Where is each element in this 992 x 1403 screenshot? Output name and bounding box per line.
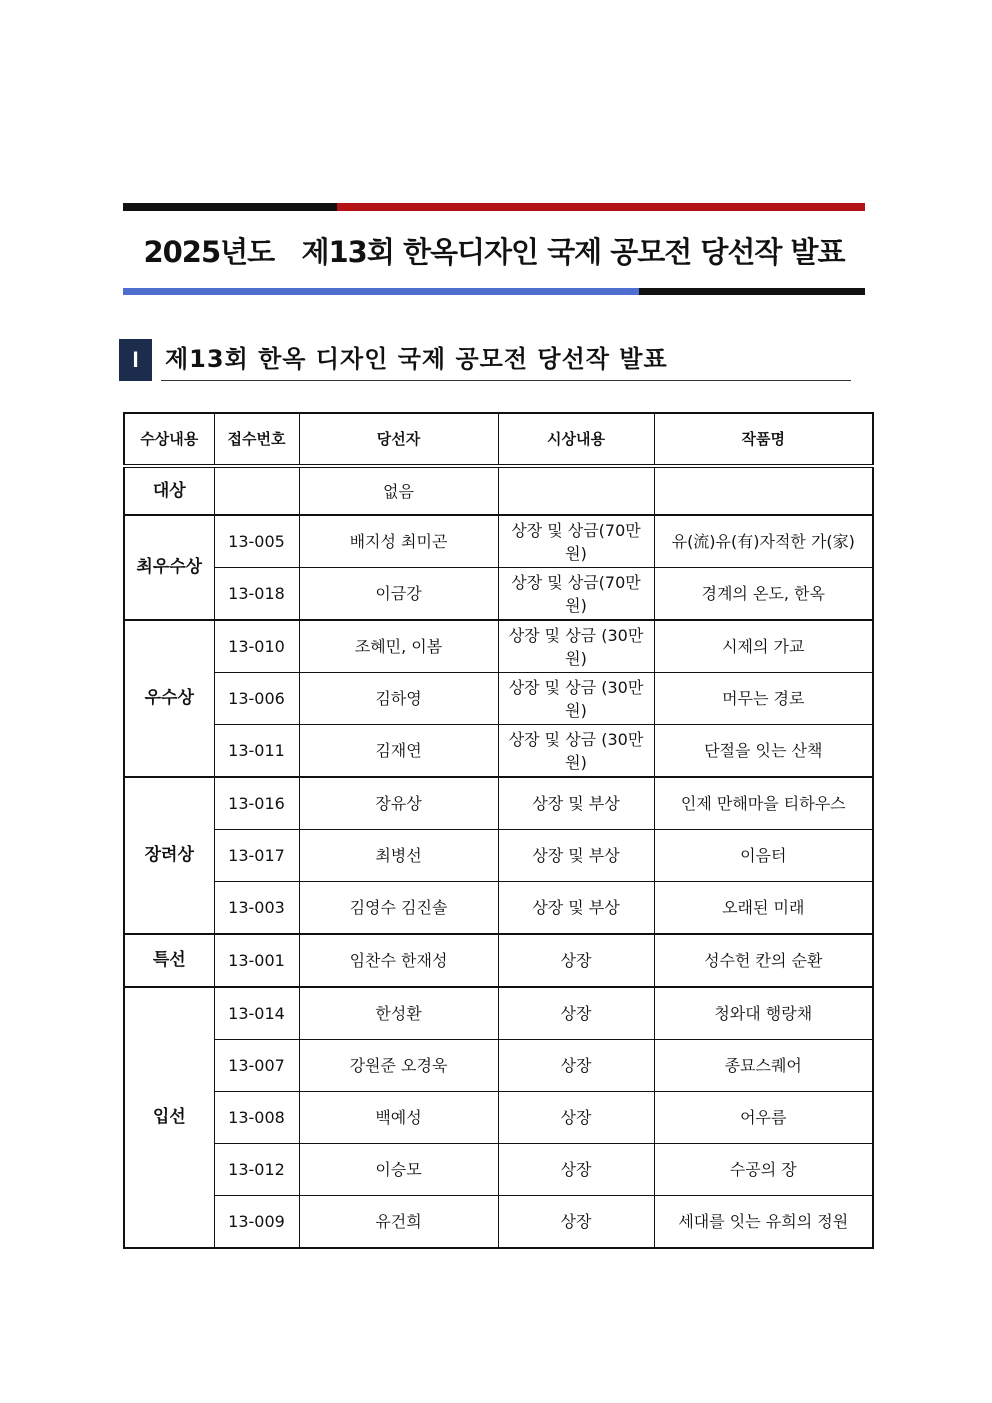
section-number-badge: I [119,339,152,381]
title-top-rule-red [337,203,865,211]
table-row [124,1092,873,1144]
work-title-cell: 단절을 잇는 산책 [654,725,873,778]
prize-cell: 상장 [498,1092,654,1144]
page-title: 2025년도 제13회 한옥디자인 국제 공모전 당선작 발표 [143,235,845,269]
winner-cell: 강원준 오경욱 [299,1040,498,1092]
work-title-cell: 수공의 장 [654,1144,873,1196]
winner-cell: 김재연 [299,725,498,778]
prize-cell: 상장 및 부상 [498,777,654,830]
table-row [124,830,873,882]
header-entry-number: 접수번호 [214,413,299,466]
prize-cell: 상장 [498,1144,654,1196]
entry-number-cell: 13-001 [214,934,299,987]
entry-number-cell: 13-014 [214,987,299,1040]
award-category-cell: 대상 [124,466,214,515]
table-row [124,466,873,515]
entry-number-cell: 13-005 [214,515,299,568]
table-row [124,673,873,725]
prize-cell: 상장 [498,1196,654,1249]
prize-cell: 상장 및 상금(70만원) [498,515,654,568]
entry-number-cell: 13-018 [214,568,299,621]
entry-number-cell [214,466,299,515]
table-row [124,987,873,1040]
winner-cell: 배지성 최미곤 [299,515,498,568]
entry-number-cell: 13-008 [214,1092,299,1144]
winner-cell: 김영수 김진솔 [299,882,498,935]
winner-cell: 이금강 [299,568,498,621]
prize-cell: 상장 및 상금 (30만원) [498,725,654,778]
winner-cell: 한성환 [299,987,498,1040]
table-row [124,725,873,778]
work-title-cell: 경계의 온도, 한옥 [654,568,873,621]
table-row [124,882,873,935]
title-top-rule [123,203,865,211]
winner-cell: 최병선 [299,830,498,882]
winner-cell: 조혜민, 이봄 [299,620,498,673]
title-bottom-rule-black [639,288,865,295]
prize-cell: 상장 및 부상 [498,830,654,882]
title-bottom-rule [123,288,865,295]
work-title-cell [654,466,873,515]
entry-number-cell: 13-010 [214,620,299,673]
winner-cell: 임찬수 한재성 [299,934,498,987]
award-category-cell: 최우수상 [124,515,214,620]
header-work-title: 작품명 [654,413,873,466]
entry-number-cell: 13-006 [214,673,299,725]
table-row [124,777,873,830]
entry-number-cell: 13-009 [214,1196,299,1249]
prize-cell: 상장 및 상금 (30만원) [498,673,654,725]
header-prize: 시상내용 [498,413,654,466]
table-row [124,1196,873,1249]
entry-number-cell: 13-016 [214,777,299,830]
prize-cell: 상장 및 부상 [498,882,654,935]
prize-cell [498,466,654,515]
work-title-cell: 인제 만해마을 티하우스 [654,777,873,830]
work-title-cell: 이음터 [654,830,873,882]
header-award: 수상내용 [124,413,214,466]
header-winner: 당선자 [299,413,498,466]
work-title-cell: 머무는 경로 [654,673,873,725]
awards-table-body [124,466,873,1248]
entry-number-cell: 13-003 [214,882,299,935]
winner-cell: 유건희 [299,1196,498,1249]
work-title-cell: 종묘스퀘어 [654,1040,873,1092]
entry-number-cell: 13-017 [214,830,299,882]
table-row [124,1040,873,1092]
table-row [124,568,873,621]
prize-cell: 상장 [498,934,654,987]
section-title: 제13회 한옥 디자인 국제 공모전 당선작 발표 [165,345,668,373]
work-title-cell: 청와대 행랑채 [654,987,873,1040]
entry-number-cell: 13-012 [214,1144,299,1196]
table-header-row [124,413,873,466]
table-row [124,515,873,568]
entry-number-cell: 13-007 [214,1040,299,1092]
work-title-cell: 성수헌 칸의 순환 [654,934,873,987]
prize-cell: 상장 및 상금 (30만원) [498,620,654,673]
work-title-cell: 유(流)유(有)자적한 가(家) [654,515,873,568]
awards-table [123,412,874,1249]
title-bottom-rule-blue [123,288,639,295]
award-category-cell: 우수상 [124,620,214,777]
prize-cell: 상장 [498,987,654,1040]
award-category-cell: 입선 [124,987,214,1248]
award-category-cell: 특선 [124,934,214,987]
table-row [124,1144,873,1196]
title-top-rule-black [123,203,337,211]
table-row [124,620,873,673]
winner-cell: 백예성 [299,1092,498,1144]
table-row [124,934,873,987]
section-underline [161,380,851,381]
work-title-cell: 시제의 가교 [654,620,873,673]
winner-cell: 없음 [299,466,498,515]
work-title-cell: 세대를 잇는 유희의 정원 [654,1196,873,1249]
winner-cell: 김하영 [299,673,498,725]
work-title-cell: 어우름 [654,1092,873,1144]
winner-cell: 장유상 [299,777,498,830]
prize-cell: 상장 [498,1040,654,1092]
prize-cell: 상장 및 상금(70만원) [498,568,654,621]
award-category-cell: 장려상 [124,777,214,934]
entry-number-cell: 13-011 [214,725,299,778]
winner-cell: 이승모 [299,1144,498,1196]
work-title-cell: 오래된 미래 [654,882,873,935]
